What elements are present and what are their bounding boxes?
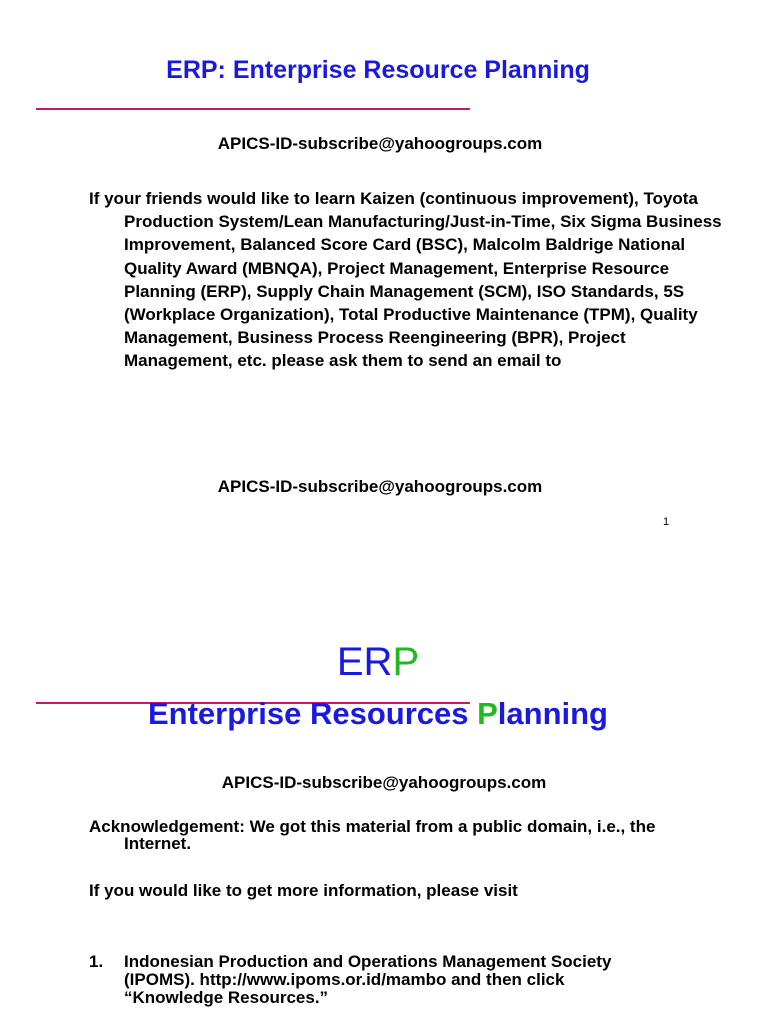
subscribe-email: APICS-ID-subscribe@yahoogroups.com: [221, 773, 547, 792]
subscribe-email-bottom: APICS-ID-subscribe@yahoogroups.com: [217, 477, 543, 496]
title-p: P: [392, 640, 420, 684]
subscribe-email-top: APICS-ID-subscribe@yahoogroups.com: [217, 134, 543, 153]
title-divider: [36, 108, 470, 110]
slide-2-subtitle: [0, 694, 756, 734]
subtitle-part-2: P: [477, 696, 498, 731]
subtitle-part-1: Enterprise Resources: [148, 696, 478, 731]
acknowledgement-paragraph: Acknowledgement: We got this material from a public domain, i.e., the Internet.: [89, 817, 656, 853]
list-item-number: 1.: [89, 952, 104, 971]
body-paragraph: If your friends would like to learn Kaizen (continuous improvement), Toyota Production System/Lean Manufacturing/Just-in-Time, Six Sigma Business Improvement, Balanced Score Card (BSC), Malcolm Baldrige National Quality Award (MBNQA), Project Management, Enterprise Resource Planning (ERP), Supply Chain Management (SCM), ISO Standards, 5S (Workplace Organization), Total Productive Maintenance (TPM), Quality Management, Business Process Reengineering (BPR), Project Management, etc. please ask them to send an email to: [89, 189, 722, 371]
visit-prompt: If you would like to get more information, please visit: [89, 881, 518, 900]
slide-1-title: ERP: Enterprise Resource Planning: [166, 56, 590, 84]
list-item: [89, 953, 689, 1007]
slide-2: [0, 560, 768, 1024]
subtitle-part-3: lanning: [497, 696, 608, 731]
page-number: 1: [663, 516, 670, 528]
title-er: ER: [336, 640, 393, 684]
slide-2-title: [0, 638, 756, 686]
list-item-text: Indonesian Production and Operations Management Society (IPOMS). http://www.ipoms.or.id/mambo and then click “Knowledge Resources.”: [124, 952, 612, 1007]
